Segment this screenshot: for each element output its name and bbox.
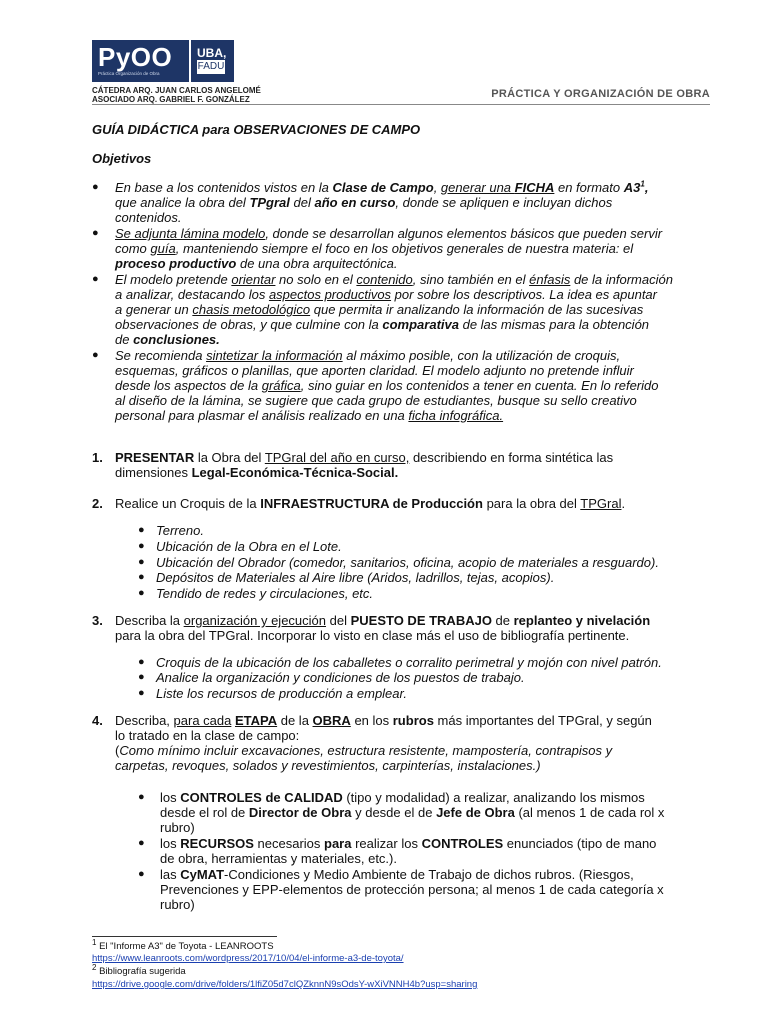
objetivo-4-line-1: Se recomienda sintetizar la información al máximo posible, con la utilización de croquis, [115, 348, 621, 363]
item-1-line-2: dimensiones Legal-Económica-Técnica-Social. [115, 465, 399, 480]
item-4-sub-2-line-1: los RECURSOS necesarios para realizar los CONTROLES enunciados (tipo de mano [160, 836, 657, 851]
footnote-2-link[interactable]: https://drive.google.com/drive/folders/1lfiZ05d7clQZknnN9sOdsY-wXiVNNH4b?usp=sharing [92, 979, 478, 990]
objetivo-2-line-1: Se adjunta lámina modelo, donde se desarrollan algunos elementos básicos que pueden servir [115, 226, 663, 241]
uba-fadu-logo [189, 40, 234, 82]
objetivo-2-line-3: proceso productivo de una obra arquitectónica. [115, 256, 398, 271]
item-4-line-3: (Como mínimo incluir excavaciones, estructura resistente, mampostería, contrapisos y [115, 743, 613, 758]
objetivo-4-line-4: al diseño de la lámina, se sugiere que cada grupo de estudiantes, busque su sello creativo [115, 393, 637, 408]
bullet-circle: ● [138, 656, 145, 668]
item-2-line-1: Realice un Croquis de la INFRAESTRUCTURA de Producción para la obra del TPGral. [115, 496, 626, 511]
bullet-dot: ● [138, 837, 145, 849]
objetivo-4-line-3: desde los aspectos de la gráfica, sino guiar en los contenidos a tener en cuenta. En lo referido [115, 378, 659, 393]
bullet-dot: ● [92, 349, 99, 361]
item-4-sub-3-line-1: las CyMAT-Condiciones y Medio Ambiente de Trabajo de dichos rubros. (Riesgos, [160, 867, 634, 882]
bullet-dot: ● [138, 587, 145, 599]
logo-subtext: Práctica Organización de Obra [98, 71, 160, 76]
item-3-bullet: Analice la organización y condiciones de los puestos de trabajo. [156, 670, 525, 685]
item-4-sub-1-line-3: rubro) [160, 820, 195, 835]
item-number: 4. [92, 713, 103, 728]
item-4-sub-1-line-2: desde el rol de Director de Obra y desde el de Jefe de Obra (al menos 1 de cada rol x [160, 805, 665, 820]
item-3-line-1: Describa la organización y ejecución del PUESTO DE TRABAJO de replanteo y nivelación [115, 613, 651, 628]
pyoo-logo [92, 40, 232, 82]
bullet-dot: ● [138, 540, 145, 552]
cathedra-line-1: CÁTEDRA ARQ. JUAN CARLOS ANGELOMÉ [92, 86, 261, 95]
objetivo-4-line-2: esquemas, gráficos o planillas, que aporten claridad. El modelo adjunto no pretende influir [115, 363, 634, 378]
objetivo-1-line-3: contenidos. [115, 210, 182, 225]
bullet-circle: ● [138, 687, 145, 699]
item-3-line-2: para la obra del TPGral. Incorporar lo visto en clase más el uso de bibliografía pertinente. [115, 628, 630, 643]
footnote-2: $^2$ Bibliografía sugerida [92, 962, 186, 977]
document-title: GUÍA DIDÁCTICA para OBSERVACIONES DE CAMPO [92, 122, 421, 137]
objetivo-2-line-2: como guía, manteniendo siempre el foco en los objetivos generales de nuestra materia: el [115, 241, 634, 256]
item-4-sub-2-line-2: de obra, herramientas y materiales, etc.). [160, 851, 397, 866]
bullet-dot: ● [138, 524, 145, 536]
bullet-dot: ● [92, 273, 99, 285]
cathedra-line-2: ASOCIADO ARQ. GABRIEL F. GONZÁLEZ [92, 95, 250, 104]
logo-text: PyOO [98, 42, 173, 72]
item-4-line-1: Describa, para cada ETAPA de la OBRA en los rubros más importantes del TPGral, y según [115, 713, 652, 728]
header-divider [92, 104, 710, 105]
bullet-dot: ● [138, 791, 145, 803]
fadu-text: FADU [197, 61, 225, 72]
objetivo-3-line-5: de conclusiones. [115, 332, 220, 347]
footnote-1: $^1$ El "Informe A3" de Toyota - LEANROOTS [92, 937, 274, 952]
objetivo-3-line-1: El modelo pretende orientar no solo en el contenido, sino también en el énfasis de la información [115, 272, 673, 287]
item-2-bullet: Ubicación del Obrador (comedor, sanitarios, oficina, acopio de materiales a resguardo). [156, 555, 659, 570]
item-4-line-4: carpetas, revoques, solados y revestimientos, carpinterías, instalaciones.) [115, 758, 541, 773]
objetivo-1-line-1: En base a los contenidos vistos en la Clase de Campo, generar una FICHA en formato $A3^1$, [115, 179, 649, 195]
bullet-circle: ● [138, 671, 145, 683]
bullet-dot: ● [138, 571, 145, 583]
objetivo-4-line-5: personal para plasmar el análisis realizado en una ficha infográfica. [115, 408, 504, 423]
objetivo-3-line-3: a generar un chasis metodológico que permita ir analizando la información de las sucesivas [115, 302, 644, 317]
item-3-bullet: Liste los recursos de producción a emplear. [156, 686, 407, 701]
item-4-sub-3-line-2: Prevenciones y EPP-elementos de protección persona; al menos 1 de cada categoría x [160, 882, 664, 897]
item-number: 2. [92, 496, 103, 511]
item-3-bullet: Croquis de la ubicación de los caballetes o corralito perimetral y mojón con nivel patrón. [156, 655, 662, 670]
bullet-dot: ● [138, 868, 145, 880]
item-number: 1. [92, 450, 103, 465]
uba-text: UBA, [197, 46, 227, 60]
bullet-dot: ● [138, 556, 145, 568]
item-2-bullet: Terreno. [156, 523, 204, 538]
item-4-sub-1-line-1: los CONTROLES de CALIDAD (tipo y modalidad) a realizar, analizando los mismos [160, 790, 645, 805]
item-2-bullet: Tendido de redes y circulaciones, etc. [156, 586, 374, 601]
item-2-bullet: Ubicación de la Obra en el Lote. [156, 539, 342, 554]
objetivo-3-line-4: observaciones de obras, y que culmine con la comparativa de las mismas para la obtención [115, 317, 650, 332]
item-1-line-1: PRESENTAR la Obra del TPGral del año en curso, describiendo en forma sintética las [115, 450, 614, 465]
objetivos-heading: Objetivos [92, 151, 152, 166]
header-course-title: PRÁCTICA Y ORGANIZACIÓN DE OBRA [491, 88, 710, 100]
objetivo-1-line-2: que analice la obra del TPgral del año en curso, donde se apliquen e incluyan dichos [115, 195, 613, 210]
item-number: 3. [92, 613, 103, 628]
footnote-1-link[interactable]: https://www.leanroots.com/wordpress/2017/10/04/el-informe-a3-de-toyota/ [92, 953, 404, 964]
objetivo-3-line-2: a analizar, destacando los aspectos productivos por sobre los descriptivos. La idea es apuntar [115, 287, 657, 302]
footnote-divider [92, 936, 277, 937]
item-4-line-2: lo tratado en la clase de campo: [115, 728, 300, 743]
bullet-dot: ● [92, 181, 99, 193]
item-4-sub-3-line-3: rubro) [160, 897, 195, 912]
bullet-dot: ● [92, 227, 99, 239]
item-2-bullet: Depósitos de Materiales al Aire libre (Aridos, ladrillos, tejas, acopios). [156, 570, 555, 585]
